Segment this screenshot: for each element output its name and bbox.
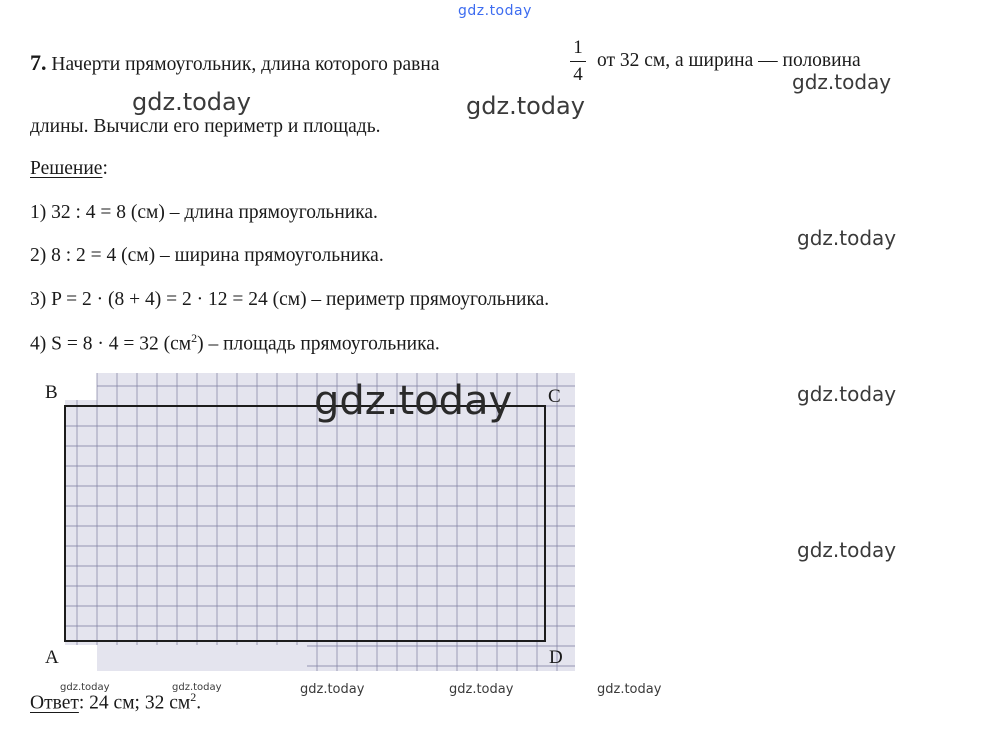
- watermark-right-1: gdz.today: [792, 70, 892, 94]
- answer-sup: 2: [190, 690, 197, 704]
- solution-heading-label: Решение: [30, 158, 103, 179]
- task-number: 7.: [30, 50, 47, 75]
- vertex-c-label: C: [548, 386, 561, 407]
- watermark-footer-5: gdz.today: [597, 682, 662, 697]
- watermark-footer-2: gdz.today: [172, 682, 222, 693]
- watermark-center-mid: gdz.today: [466, 92, 585, 120]
- solution-step-4-main: 4) S = 8 · 4 = 32 (см: [30, 333, 192, 355]
- answer-end: .: [196, 692, 202, 714]
- task-text-after: от 32 см, а ширина — половина: [597, 50, 861, 71]
- watermark-top: gdz.today: [458, 3, 532, 19]
- solution-heading-colon: :: [102, 158, 108, 179]
- watermark-footer-4: gdz.today: [449, 682, 514, 697]
- answer-text: : 24 см; 32 см: [78, 692, 191, 714]
- solution-step-4-tail: ) – площадь прямоугольника.: [197, 333, 440, 355]
- answer-label: Ответ: [30, 692, 79, 714]
- task-text-before: Начерти прямоугольник, длина которого равна: [51, 54, 440, 75]
- task-line-2: длины. Вычисли его периметр и площадь.: [30, 116, 381, 137]
- fraction-denominator: 4: [573, 64, 583, 85]
- vertex-a-label: A: [45, 647, 59, 668]
- watermark-footer-1: gdz.today: [60, 682, 110, 693]
- watermark-footer-3: gdz.today: [300, 682, 365, 697]
- watermark-right-4: gdz.today: [797, 538, 897, 562]
- watermark-left-mid: gdz.today: [132, 88, 251, 116]
- fraction-numerator: 1: [573, 37, 583, 58]
- vertex-d-label: D: [549, 647, 563, 668]
- solution-step-2: 2) 8 : 2 = 4 (см) – ширина прямоугольника.: [30, 245, 384, 266]
- grid-paper-area-lower: [65, 400, 307, 645]
- solution-step-1: 1) 32 : 4 = 8 (см) – длина прямоугольника.: [30, 202, 378, 223]
- solution-step-4-sup: 2: [191, 331, 198, 345]
- watermark-figure: gdz.today: [314, 378, 513, 424]
- answer-line: [30, 690, 201, 715]
- watermark-right-2: gdz.today: [797, 226, 897, 250]
- solution-step-3: 3) P = 2 · (8 + 4) = 2 · 12 = 24 (см) – периметр прямоугольника.: [30, 289, 550, 310]
- vertex-b-label: B: [45, 382, 58, 403]
- watermark-right-3: gdz.today: [797, 382, 897, 406]
